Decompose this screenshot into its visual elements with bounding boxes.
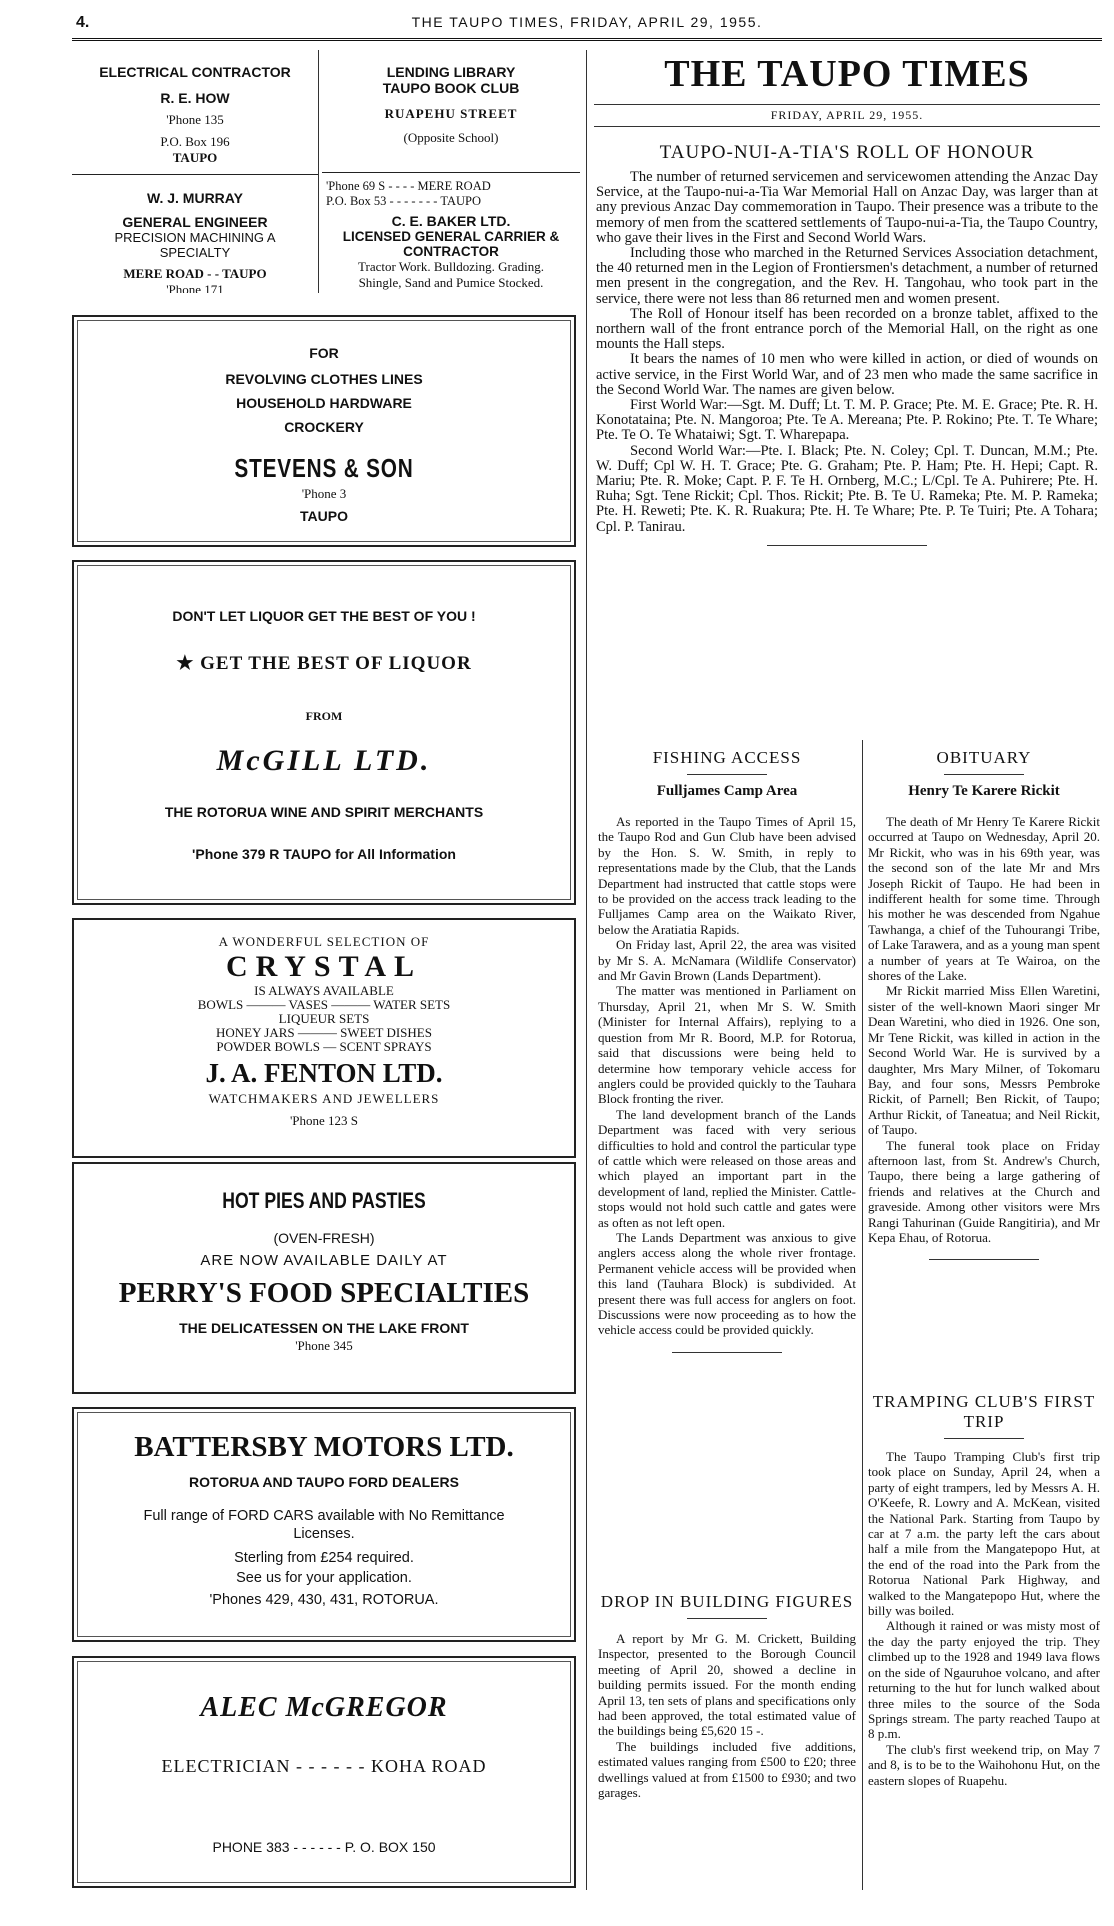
article-paragraph: The matter was mentioned in Parliament on Thursday, April 21, when Mr S. W. Smith (Minister for Internal Affairs), replying to a question from Mr R. Boord, M.P. for Rotorua, said that discussions were being held to determine how temporary vehicle access for anglers could be provided quickly to the Tauhara Block fronting the river. xyxy=(598,983,856,1107)
ad-name: C. E. BAKER LTD. xyxy=(391,213,511,229)
ad-box: P.O. Box 196 xyxy=(160,134,230,149)
ad-box: P.O. Box 53 - - - - - - - TAUPO xyxy=(326,194,482,208)
ad-title: ELECTRICAL CONTRACTOR xyxy=(99,64,291,80)
article-paragraph: First World War:—Sgt. M. Duff; Lt. T. M. P. Grace; Pte. M. E. Grace; Pte. R. H. Konotataina; Pte. N. Mangoroa; Pte. Te A. Mereana; Pte. P. Rokino; Pte. T. Te Whare; Pte. Te O. Te Whataiwi; Sgt. T. Wharepapa. xyxy=(596,397,1098,444)
ad-row: HONEY JARS ——— SWEET DISHES xyxy=(216,1025,432,1040)
article-rule xyxy=(672,1352,782,1353)
article-fishing-access xyxy=(598,748,856,1353)
ad-title: LENDING LIBRARY xyxy=(386,64,516,80)
ad-trade: GENERAL ENGINEER xyxy=(122,214,268,230)
ad-name: BATTERSBY MOTORS LTD. xyxy=(134,1431,514,1463)
running-head: THE TAUPO TIMES, FRIDAY, APRIL 29, 1955. xyxy=(411,14,763,30)
ad-trade: WATCHMAKERS AND JEWELLERS xyxy=(208,1091,440,1106)
article-rule xyxy=(767,545,927,546)
article-paragraph: Second World War:—Pte. I. Black; Pte. N. Coley; Cpl. T. Duncan, M.M.; Pte. W. Duff; Cpl W. H. T. Grace; Pte. G. Graham; Pte. P. Ham; Pte. H. Hepi; Capt. R. Mariu; Pte. R. Moke; Capt. P. F. Te H. Ornberg, M.C.; L/Cpl. Te A. Puhirere; Pte. H. Ruha; Sgt. Tene Rickit; Cpl. Thos. Rickit; Pte. B. Te U. Rameka; Pte. M. P. Rameka; Pte. H. Reweti; Pte. K. R. Ruakura; Pte. H. Te Whare; Pte. P. Te Tuiri; Pte. A Tohara; Cpl. P. Tanirau. xyxy=(596,442,1098,535)
ad-title: TAUPO BOOK CLUB xyxy=(382,80,520,96)
article-paragraph: A report by Mr G. M. Crickett, Building Inspector, presented to the Borough Council meeting of April 20, showed a decline in building permits issued. For the month ending April 13, ten sets of plans and specifications only had been approved, the total estimated value of the buildings being £5,620 15 -. xyxy=(598,1631,856,1739)
ad-phone: 'Phone 135 xyxy=(166,112,224,127)
article-obituary xyxy=(868,748,1100,1260)
article-paragraph: The Taupo Tramping Club's first trip took place on Sunday, April 24, when a party of eight trampers, led by Messrs A. H. O'Keefe, R. Lowry and A. McKean, visited the National Park. Starting from Taupo by car at 7 a.m. the party left the cars about half a mile from the Mangatepopo Hut, at the end of the road into the Park from the Rotorua National Park Highway, and walked to the Mangatepopo Hut, where the billy was boiled. xyxy=(868,1449,1100,1619)
ad-line: (OVEN-FRESH) xyxy=(273,1230,375,1246)
masthead-date: FRIDAY, APRIL 29, 1955. xyxy=(770,108,924,122)
ad-battersby-motors xyxy=(72,1407,576,1642)
ad-electrical-contractor xyxy=(72,50,318,175)
article-paragraph: On Friday last, April 22, the area was visited by Mr S. A. McNamara (Wildlife Conservator) and Mr Gavin Brown (Lands Department). xyxy=(598,937,856,984)
divider xyxy=(318,50,319,293)
ad-stevens-son xyxy=(72,315,576,547)
ad-crystal: CRYSTAL xyxy=(225,950,423,983)
ad-baker-carrier xyxy=(322,172,580,293)
article-paragraph: The funeral took place on Friday afternoon last, from St. Andrew's Church, Taupo, there being a large gathering of friends and relatives at the Church and graveside. Among other visitors were Mrs Rangi Tahurinan (Guide Rangitiria), and Mr Kepa Ehau, of Rotorua. xyxy=(868,1137,1100,1245)
ad-range: Full range of FORD CARS available with No Remittance xyxy=(143,1508,505,1524)
ad-intro: A WONDERFUL SELECTION OF xyxy=(218,934,430,949)
ad-desc: THE DELICATESSEN ON THE LAKE FRONT xyxy=(179,1320,469,1336)
running-header xyxy=(72,10,1102,40)
ad-name: W. J. MURRAY xyxy=(147,190,243,206)
ad-phone: 'Phone 69 S - - - - MERE ROAD xyxy=(326,179,491,193)
ad-phone: 'Phone 3 xyxy=(301,486,347,501)
article-paragraph: Mr Rickit married Miss Ellen Waretini, sister of the well-known Maori singer Mr Dean Waretini, who died in 1926. One son, Mr Tene Rickit, was killed in action in the Second World War. He is survived by a daughter, Mrs Mary Milner, of Tokomaru Bay, and four sons, Messrs Pembroke Rickit, of Parnell; Ben Rickit, of Taupo; Arthur Rickit, of Taneatua; and Neil Rickit, of Taupo. xyxy=(868,983,1100,1138)
article-rule xyxy=(944,774,1024,775)
ad-frame xyxy=(77,1661,571,1883)
article-heading: TAUPO-NUI-A-TIA'S ROLL OF HONOUR xyxy=(659,142,1035,163)
masthead xyxy=(594,52,1100,123)
article-roll-of-honour xyxy=(596,142,1098,546)
ad-phone: 'Phone 171 xyxy=(166,282,224,293)
ad-phones: 'Phones 429, 430, 431, ROTORUA. xyxy=(209,1592,439,1608)
article-rule xyxy=(687,774,767,775)
ad-row: POWDER BOWLS — SCENT SPRAYS xyxy=(216,1039,432,1054)
ad-name: McGILL LTD. xyxy=(216,744,432,777)
article-subheading: Henry Te Karere Rickit xyxy=(908,783,1060,799)
ad-range: Licenses. xyxy=(293,1526,355,1542)
ad-perrys-food xyxy=(72,1162,576,1394)
ad-frame xyxy=(77,320,571,542)
article-paragraph: Including those who marched in the Returned Services Association detachment, the 40 returned men in the Legion of Frontiersmen's detachment, a number of returned men present in the congregation, and the Rev. H. Tangohau, who took part in the service, there were not less than 86 returned men and women present. xyxy=(596,245,1098,307)
article-heading: DROP IN BUILDING FIGURES xyxy=(600,1592,854,1611)
article-paragraph: The buildings included five additions, estimated values ranging from £500 to £20; three dwellings valued at from £1500 to £930; and two garages. xyxy=(598,1738,856,1801)
ad-for: FOR xyxy=(309,345,339,361)
ad-name: ALEC McGREGOR xyxy=(200,1692,448,1723)
ad-name: J. A. FENTON LTD. xyxy=(205,1058,443,1088)
article-paragraph: The land development branch of the Lands Department was faced with very serious difficulties to hold and control the particular type of cattle which were released on those areas and which played an important part in the development of land, replied the Minister. Cattle-stops would not hold such cattle and gates were as often as not left open. xyxy=(598,1106,856,1230)
ad-fenton-crystal xyxy=(72,918,576,1158)
article-heading: OBITUARY xyxy=(936,748,1032,767)
masthead-title: THE TAUPO TIMES xyxy=(664,53,1030,95)
ad-dealers: ROTORUA AND TAUPO FORD DEALERS xyxy=(189,1474,459,1490)
article-tramping-club xyxy=(868,1392,1100,1788)
sub-column-divider xyxy=(862,740,863,1890)
page-number: 4. xyxy=(76,14,90,31)
article-paragraph: The Roll of Honour itself has been recorded on a bronze tablet, affixed to the northern wall of the front entrance porch of the Memorial Hall, on the right as one mounts the Hall steps. xyxy=(596,305,1098,353)
article-paragraph: The death of Mr Henry Te Karere Rickit occurred at Taupo on Wednesday, April 20. Mr Rickit, who was in his 69th year, was the second son of the late Mr and Mrs Joseph Rickit of Taupo. He had been in indifferent health for some time. Through his mother he was descended from Ngahue Tawhanga, a chief of the Tuhourangi Tribe, of Lake Tarawera, and as a young man spent a number of years at Te Wairoa, on the shores of the Lake. xyxy=(868,814,1100,984)
article-paragraph: It bears the names of 10 men who were killed in action, or died of wounds on active service, in the First World War, and of 23 men who made the same sacrifice in the Second World War. The names are given below. xyxy=(596,351,1098,398)
ad-spec: SPECIALTY xyxy=(159,245,231,260)
masthead-rule xyxy=(594,104,1100,105)
ad-murray-engineer xyxy=(72,178,318,293)
ad-see: See us for your application. xyxy=(236,1570,412,1586)
article-paragraph: Although it rained or was misty most of the day the party enjoyed the trip. They climbed up to the 1928 and 1949 lava flows on the side of Ngauruhoe volcano, and after returning to the hut for lunch walked about three miles to the source of the Soda Springs stream. The party reached Taupo at 8 p.m. xyxy=(868,1618,1100,1742)
article-heading: FISHING ACCESS xyxy=(652,748,802,767)
ad-line: DON'T LET LIQUOR GET THE BEST OF YOU ! xyxy=(172,608,476,624)
ad-lending-library xyxy=(322,50,580,170)
ad-line: ARE NOW AVAILABLE DAILY AT xyxy=(200,1252,448,1269)
ad-note: (Opposite School) xyxy=(403,130,499,145)
article-paragraph: The number of returned servicemen and servicewomen attending the Anzac Day Service, at the Taupo-nui-a-Tia War Memorial Hall on Anzac Day, was larger than at any previous Anzac Day commemoration in Taupo. Their presence was a tribute to the memory of men from the scattered settlements of Taupo-nui-a-Tia, the Taupo Country, who gave their lives in the First and Second World Wars. xyxy=(596,169,1098,246)
ad-phone: 'Phone 123 S xyxy=(289,1113,359,1128)
article-paragraph: The Lands Department was anxious to give anglers access along the whole river frontage. Permanent vehicle access will be provided when this land (Tauhara Block) is subdivided. At present there was full access for anglers on foot. Discussions were now proceeding as to how the vehicle access could be provided quickly. xyxy=(598,1229,856,1338)
ad-phone: 'Phone 379 R TAUPO for All Information xyxy=(192,846,456,862)
ad-row: BOWLS ——— VASES ——— WATER SETS xyxy=(197,997,451,1012)
ad-name: PERRY'S FOOD SPECIALTIES xyxy=(118,1277,530,1309)
ad-phone: 'Phone 345 xyxy=(295,1338,353,1353)
ad-trade: ELECTRICIAN - - - - - - KOHA ROAD xyxy=(161,1756,487,1776)
ad-frame xyxy=(77,565,571,900)
ad-phone: PHONE 383 - - - - - - P. O. BOX 150 xyxy=(212,1839,436,1855)
ad-line: ★ GET THE BEST OF LIQUOR xyxy=(176,653,472,674)
article-heading: TRAMPING CLUB'S FIRST TRIP xyxy=(872,1392,1096,1431)
ad-street: RUAPEHU STREET xyxy=(384,106,518,121)
ad-line: HOT PIES AND PASTIES xyxy=(222,1188,426,1213)
ad-trade: LICENSED GENERAL CARRIER & xyxy=(342,229,560,244)
ad-desc: THE ROTORUA WINE AND SPIRIT MERCHANTS xyxy=(164,804,484,820)
ad-line: CROCKERY xyxy=(284,419,364,435)
ad-name: R. E. HOW xyxy=(160,90,230,106)
ad-town: TAUPO xyxy=(300,508,348,524)
page-column-divider xyxy=(586,50,587,1890)
ad-line: REVOLVING CLOTHES LINES xyxy=(225,371,423,387)
article-rule xyxy=(944,1438,1024,1439)
article-rule xyxy=(929,1259,1039,1260)
ad-mcgill-liquor xyxy=(72,560,576,905)
ad-spec: PRECISION MACHINING A xyxy=(114,230,276,245)
header-rule xyxy=(72,38,1102,41)
ad-row: LIQUEUR SETS xyxy=(278,1011,370,1026)
masthead-rule xyxy=(594,126,1100,127)
ad-avail: IS ALWAYS AVAILABLE xyxy=(254,983,394,998)
ad-price: Sterling from £254 required. xyxy=(234,1550,414,1566)
article-building-figures xyxy=(598,1592,856,1800)
ad-town: TAUPO xyxy=(172,150,218,165)
ad-mcgregor-electrician xyxy=(72,1656,576,1888)
ad-from: FROM xyxy=(305,709,343,723)
article-subheading: Fulljames Camp Area xyxy=(656,783,798,799)
ad-line: HOUSEHOLD HARDWARE xyxy=(236,395,412,411)
ad-name: STEVENS & SON xyxy=(234,453,414,483)
article-paragraph: As reported in the Taupo Times of April 15, the Taupo Rod and Gun Club have been advised by the Hon. S. W. Smith, in reply to representations made by the Club, that the Lands Department had instructed that cattle stops were to be provided on the access track leading to the Fulljames Camp area on the Waikato River, below the Aratiatia Rapids. xyxy=(598,814,856,937)
ad-work: Tractor Work. Bulldozing. Grading. xyxy=(358,259,544,274)
ad-address: MERE ROAD - - TAUPO xyxy=(123,266,267,281)
article-rule xyxy=(687,1618,767,1619)
article-paragraph: The club's first weekend trip, on May 7 and 8, is to be to the Waihohonu Hut, on the eastern slopes of Ruapehu. xyxy=(868,1741,1100,1788)
ad-trade: CONTRACTOR xyxy=(403,244,499,259)
ad-frame xyxy=(77,1412,571,1637)
ad-work: Shingle, Sand and Pumice Stocked. xyxy=(358,275,544,290)
